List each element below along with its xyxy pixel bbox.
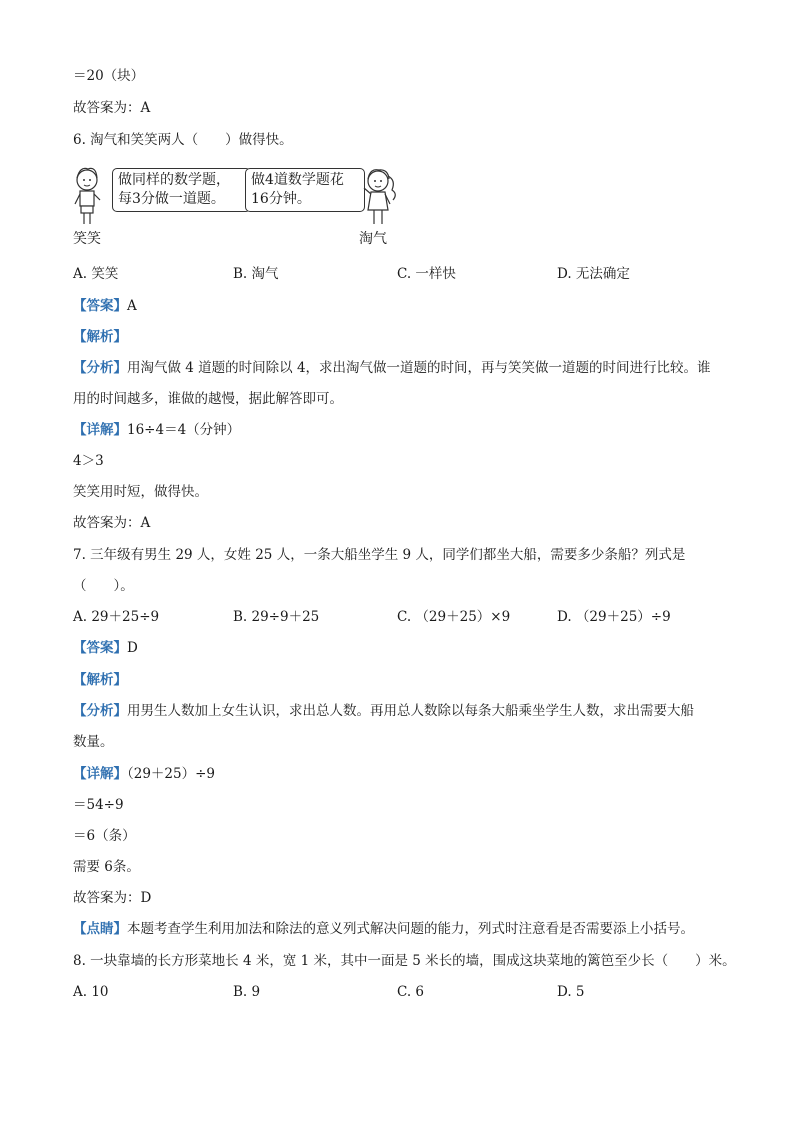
q7-fenxi-2: 数量。	[73, 734, 114, 750]
fenxi-tag: 【分析】	[73, 703, 127, 719]
q6-option-d: D. 无法确定	[557, 266, 630, 282]
label-xiaoxiao: 笑笑	[73, 231, 101, 247]
q6-analysis	[73, 327, 127, 347]
analysis-tag: 【解析】	[73, 672, 127, 688]
question-7-line-2: （ ）。	[73, 578, 134, 594]
answer-line: 故答案为：A	[73, 100, 151, 116]
q7-analysis	[73, 670, 127, 690]
q6-detail-2: 4＞3	[73, 453, 104, 469]
bubble-left-line-1: 做同样的数学题，	[118, 172, 230, 188]
q6-fenxi-2: 用的时间越多，谁做的越慢，据此解答即可。	[73, 391, 343, 407]
boy-illustration	[72, 166, 112, 228]
q6-option-a: A. 笑笑	[73, 266, 119, 282]
q7-detail-1	[73, 764, 215, 784]
q6-option-b: B. 淘气	[233, 266, 279, 282]
answer-tag: 【答案】	[73, 298, 127, 314]
q6-answer	[73, 296, 137, 316]
q6-fenxi-1	[73, 358, 711, 378]
q7-detail-3: ＝6（条）	[73, 828, 136, 844]
label-taoqi: 淘气	[359, 231, 387, 247]
detail-tag: 【详解】	[73, 422, 127, 438]
q7-option-b: B. 29÷9＋25	[233, 609, 320, 625]
analysis-tag: 【解析】	[73, 329, 127, 345]
bubble-right-line-2: 16分钟。	[251, 191, 311, 207]
q8-option-b: B. 9	[233, 984, 261, 1000]
question-7-line-1: 7. 三年级有男生 29 人，女姓 25 人，一条大船坐学生 9 人，同学们都坐大船，需要多少条船？列式是	[73, 547, 686, 563]
q8-option-a: A. 10	[73, 984, 109, 1000]
detail-text: 16÷4＝4（分钟）	[127, 422, 241, 438]
q8-option-d: D. 5	[557, 984, 585, 1000]
bubble-right-line-1: 做4道数学题花	[251, 172, 344, 188]
fenxi-text: 用淘气做 4 道题的时间除以 4，求出淘气做一道题的时间，再与笑笑做一道题的时间进行比较。谁	[127, 360, 711, 376]
girl-illustration	[358, 166, 404, 228]
q7-answer	[73, 638, 138, 658]
fenxi-text: 用男生人数加上女生认识，求出总人数。再用总人数除以每条大船乘坐学生人数，求出需要大船	[127, 703, 694, 719]
q6-detail-3: 笑笑用时短，做得快。	[73, 484, 208, 500]
detail-tag: 【详解】	[73, 766, 127, 782]
speech-bubble-right	[245, 168, 365, 212]
q7-detail-4: 需要 6条。	[73, 859, 140, 875]
q6-detail-1	[73, 420, 240, 440]
q7-option-c: C. （29＋25）×9	[397, 609, 511, 625]
speech-bubble-left	[112, 168, 251, 212]
q7-dianjing	[73, 919, 694, 939]
q8-option-c: C. 6	[397, 984, 425, 1000]
fenxi-tag: 【分析】	[73, 360, 127, 376]
question-6: 6. 淘气和笑笑两人（ ）做得快。	[73, 132, 293, 148]
q7-fenxi-1	[73, 701, 694, 721]
answer-value: A	[127, 298, 137, 314]
q7-option-a: A. 29＋25÷9	[73, 609, 160, 625]
detail-text: （29＋25）÷9	[127, 766, 216, 782]
question-8: 8. 一块靠墙的长方形菜地长 4 米，宽 1 米，其中一面是 5 米长的墙，围成这块菜地的篱笆至少长（ ）米。	[73, 953, 736, 969]
q7-final: 故答案为：D	[73, 890, 152, 906]
answer-tag: 【答案】	[73, 640, 127, 656]
answer-value: D	[127, 640, 138, 656]
bubble-left-line-2: 每3分做一道题。	[118, 191, 225, 207]
dianjing-tag: 【点睛】	[73, 921, 127, 937]
q6-option-c: C. 一样快	[397, 266, 456, 282]
q7-detail-2: ＝54÷9	[73, 797, 124, 813]
calc-line: ＝20（块）	[73, 68, 145, 84]
dianjing-text: 本题考查学生利用加法和除法的意义列式解决问题的能力，列式时注意看是否需要添上小括号。	[127, 921, 694, 937]
q7-option-d: D. （29＋25）÷9	[557, 609, 671, 625]
q6-final: 故答案为：A	[73, 515, 151, 531]
